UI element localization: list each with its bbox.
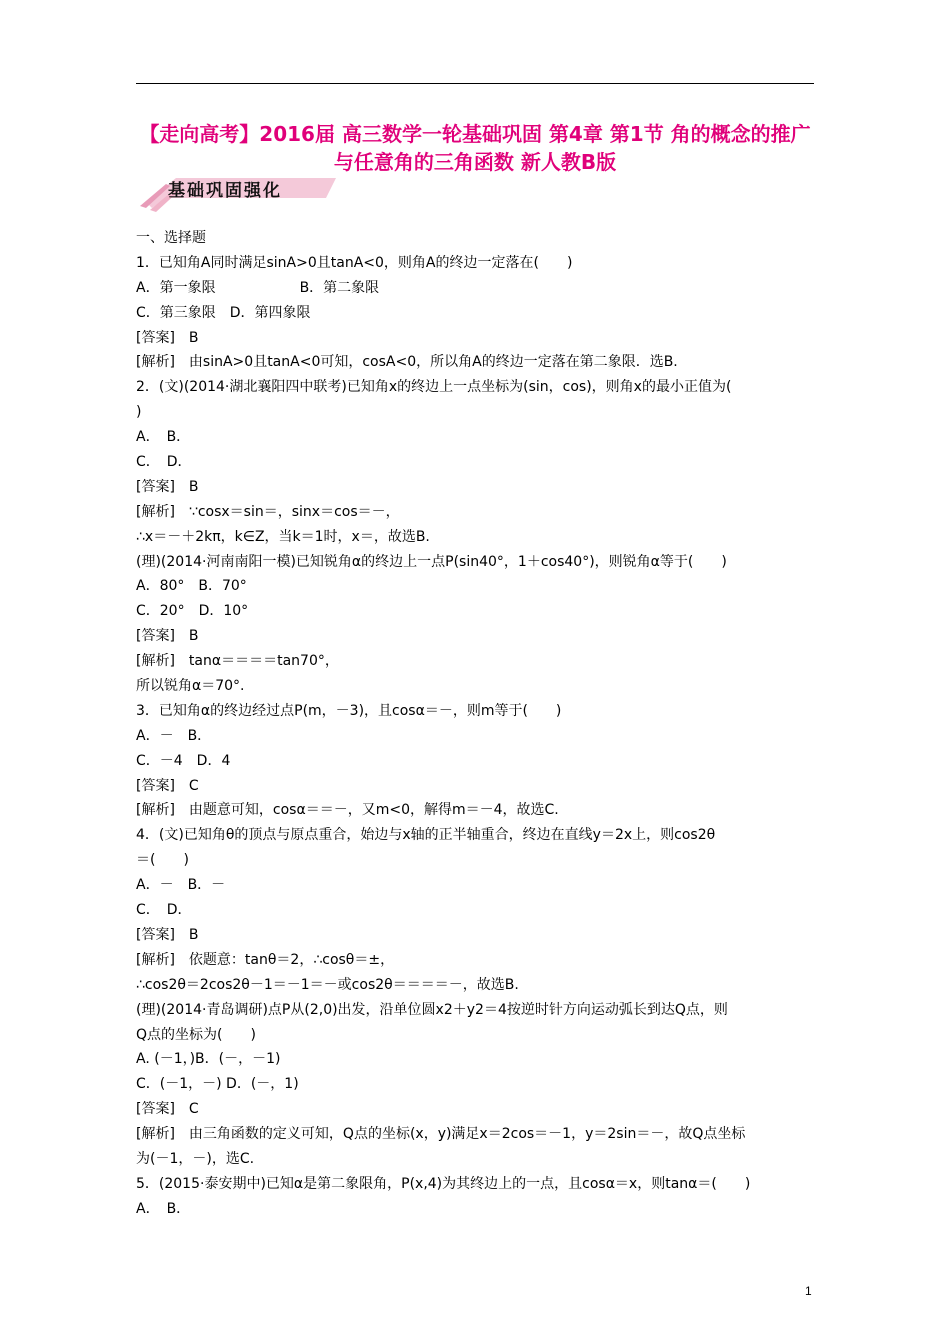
text-line: 所以锐角α＝70°. xyxy=(136,678,245,695)
text-line: C．20° D．10° xyxy=(136,603,249,620)
text-line: C．－4 D．4 xyxy=(136,752,231,769)
text-line: ∴cos2θ＝2cos2θ－1＝－1＝－或cos2θ＝＝＝＝－，故选B. xyxy=(136,976,519,993)
text-line: ) xyxy=(136,404,142,421)
text-line: [答案] B xyxy=(136,478,199,495)
text-line: C．(－1，－) D．(－，1) xyxy=(136,1076,299,1093)
text-line: [解析] ∵cosx＝sin＝，sinx＝cos＝－， xyxy=(136,503,400,520)
text-line: 一、选择题 xyxy=(136,230,206,246)
text-line: A．－ B．－ xyxy=(136,877,226,894)
text-line: [解析] tanα＝＝＝＝tan70°， xyxy=(136,653,339,670)
text-line: [答案] C xyxy=(136,777,199,794)
text-line: (理)(2014·青岛调研)点P从(2,0)出发，沿单位圆x2＋y2＝4按逆时针方向运动弧长到达Q点，则 xyxy=(136,1001,728,1018)
text-line: ∴x＝－＋2kπ，k∈Z，当k＝1时，x＝，故选B. xyxy=(136,528,430,545)
text-line: [解析] 依题意：tanθ＝2，∴cosθ＝±， xyxy=(136,951,395,968)
text-line: 1．已知角A同时满足sinA>0且tanA<0，则角A的终边一定落在( ) xyxy=(136,254,573,271)
text-line: [答案] B xyxy=(136,329,199,346)
text-line: A．第一象限 B．第二象限 xyxy=(136,279,380,296)
page-number: 1 xyxy=(805,1284,812,1298)
text-line: [答案] C xyxy=(136,1101,199,1118)
text-line: 4．(文)已知角θ的顶点与原点重合，始边与x轴的正半轴重合，终边在直线y＝2x上，则cos2θ xyxy=(136,827,716,844)
header-rule xyxy=(136,83,814,84)
document-body xyxy=(136,226,816,1222)
text-line: A. (－1，)B．(－，－1) xyxy=(136,1051,281,1068)
text-line: A．80° B．70° xyxy=(136,578,247,595)
section-banner-title: 基础巩固强化 xyxy=(168,181,282,201)
text-line: [解析] 由题意可知，cosα＝＝－，又m<0，解得m＝－4，故选C. xyxy=(136,802,559,819)
text-line: 5．(2015·泰安期中)已知α是第二象限角，P(x,4)为其终边上的一点，且cosα＝x，则tanα＝( ) xyxy=(136,1175,751,1192)
text-line: 为(－1，－)，选C. xyxy=(136,1150,255,1167)
text-line: C．第三象限 D．第四象限 xyxy=(136,304,311,321)
text-line: Q点的坐标为( ) xyxy=(136,1026,256,1043)
text-line: C． D． xyxy=(136,454,192,471)
text-line: [解析] 由sinA>0且tanA<0可知，cosA<0，所以角A的终边一定落在第二象限．选B. xyxy=(136,354,678,371)
text-line: [答案] B xyxy=(136,628,199,645)
text-line: [解析] 由三角函数的定义可知，Q点的坐标(x，y)满足x＝2cos＝－1，y＝2sin＝－，故Q点坐标 xyxy=(136,1126,746,1143)
text-line: 3．已知角α的终边经过点P(m，－3)，且cosα＝－，则m等于( ) xyxy=(136,702,562,719)
document-title: 【走向高考】2016届 高三数学一轮基础巩固 第4章 第1节 角的概念的推广与任意角的三角函数 新人教B版 xyxy=(139,122,811,174)
text-line: [答案] B xyxy=(136,926,199,943)
text-line: C． D． xyxy=(136,902,192,919)
text-line: A． B． xyxy=(136,429,191,446)
text-line: (理)(2014·河南南阳一模)已知锐角α的终边上一点P(sin40°，1＋cos40°)，则锐角α等于( ) xyxy=(136,553,727,570)
text-line: ＝( ) xyxy=(136,852,189,869)
text-line: 2．(文)(2014·湖北襄阳四中联考)已知角x的终边上一点坐标为(sin，cos)，则角x的最小正值为( xyxy=(136,379,732,396)
text-line: A． B． xyxy=(136,1200,191,1217)
text-line: A．－ B． xyxy=(136,727,212,744)
